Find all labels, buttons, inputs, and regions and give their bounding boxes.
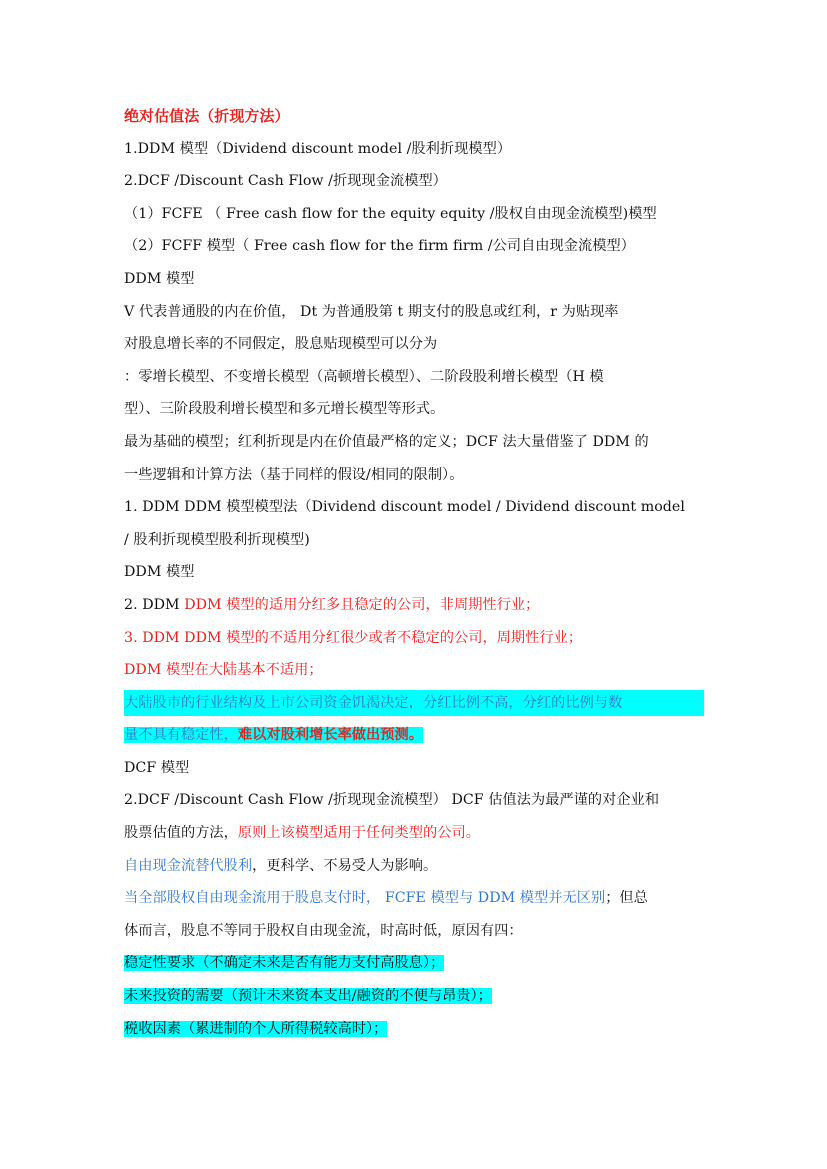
highlighted-line — [124, 690, 704, 723]
document-page — [124, 103, 704, 1048]
line-suffix: ；但总 — [605, 890, 648, 907]
paragraph-line: 一些逻辑和计算方法（基于同样的假设/相同的限制）。 — [124, 466, 464, 483]
highlighted-text: 量不具有稳定性， — [124, 727, 238, 744]
highlighted-text: 税收因素（累进制的个人所得税较高时）； — [124, 1020, 388, 1037]
paragraph-line: 体而言，股息不等同于股权自由现金流，时高时低，原因有四： — [124, 922, 523, 939]
paragraph-line: 2.DCF /Discount Cash Flow /折现现金流模型） DCF 估值法为最严谨的对企业和 — [124, 792, 660, 809]
red-text: 原则上该模型适用于任何类型的公司。 — [237, 825, 480, 842]
paragraph-line: 1. DDM DDM 模型模型法（Dividend discount model / Dividend discount model — [124, 499, 685, 516]
blue-text: 当全部股权自由现金流用于股息支付时， FCFE 模型与 DDM 模型并无区别 — [124, 890, 606, 907]
highlighted-bold-text: 难以对股利增长率做出预测。 — [237, 727, 423, 744]
paragraph-line: DDM 模型 — [124, 564, 195, 581]
blue-text: 自由现金流替代股利 — [124, 857, 253, 874]
red-text: DDM 模型的适用分红多且稳定的公司，非周期性行业； — [184, 596, 540, 613]
highlighted-line — [124, 722, 704, 755]
highlighted-text: 未来投资的需要（预计未来资本支出/融资的不便与昂贵）； — [124, 988, 492, 1005]
paragraph-line — [124, 820, 704, 853]
paragraph-line: / 股利折现模型股利折现模型) — [124, 531, 310, 548]
paragraph-line: DDM 模型 — [124, 270, 195, 287]
highlighted-text: 大陆股市的行业结构及上市公司资金饥渴决定，分红比例不高，分红的比例与数 — [124, 690, 704, 716]
section-title: 绝对估值法（折现方法） — [124, 107, 290, 125]
paragraph-line: 对股息增长率的不同假定，股息贴现模型可以分为 — [124, 336, 438, 353]
paragraph-line: 2.DCF /Discount Cash Flow /折现现金流模型） — [124, 173, 447, 190]
line-prefix: 股票估值的方法， — [124, 825, 238, 842]
highlighted-line — [124, 950, 704, 983]
highlighted-line — [124, 1016, 704, 1049]
paragraph-line: （2）FCFF 模型（ Free cash flow for the firm firm /公司自由现金流模型） — [124, 238, 635, 255]
paragraph-line: V 代表普通股的内在价值， Dt 为普通股第 t 期支付的股息或红利，r 为贴现率 — [124, 303, 619, 320]
paragraph-line: DCF 模型 — [124, 759, 190, 776]
highlighted-text: 稳定性要求（不确定未来是否有能力支付高股息）； — [124, 955, 445, 972]
paragraph-line: ：零增长模型、不变增长模型（高顿增长模型）、二阶段股利增长模型（H 模 — [124, 368, 604, 385]
line-suffix: ，更科学、不易受人为影响。 — [252, 857, 438, 874]
paragraph-line: 型）、三阶段股利增长模型和多元增长模型等形式。 — [124, 401, 445, 418]
line-prefix: 2. DDM — [124, 596, 185, 613]
paragraph-line: 1.DDM 模型（Dividend discount model /股利折现模型） — [124, 140, 512, 157]
paragraph-line: 最为基础的模型；红利折现是内在价值最严格的定义；DCF 法大量借鉴了 DDM 的 — [124, 433, 649, 450]
red-text-line: 3. DDM DDM 模型的不适用分红很少或者不稳定的公司，周期性行业； — [124, 629, 583, 646]
paragraph-line: （1）FCFE （ Free cash flow for the equity equity /股权自由现金流模型)模型 — [124, 205, 657, 222]
highlighted-line — [124, 983, 704, 1016]
paragraph-line — [124, 592, 704, 625]
paragraph-line — [124, 853, 704, 886]
red-text-line: DDM 模型在大陆基本不适用； — [124, 662, 323, 679]
paragraph-line — [124, 885, 704, 918]
